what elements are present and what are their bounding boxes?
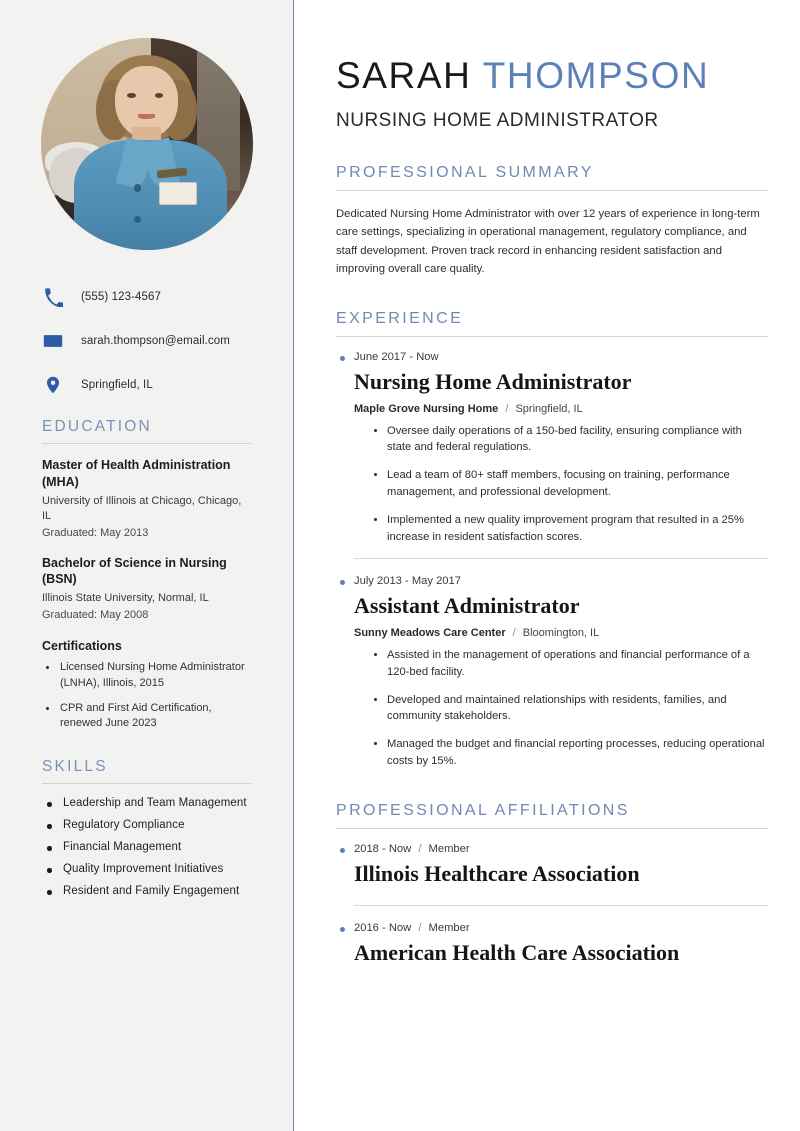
experience-bullet: Assisted in the management of operations and financial performance of a 120-bed facility. (374, 647, 768, 681)
education-section (0, 418, 293, 732)
last-name: THOMPSON (482, 55, 710, 96)
main-column (294, 0, 800, 1131)
photo-button-top (134, 184, 141, 191)
skills-heading: SKILLS (42, 758, 108, 776)
affiliation-entry (336, 922, 768, 966)
avatar (41, 38, 253, 250)
experience-title: Nursing Home Administrator (354, 369, 632, 395)
skills-heading-rule (42, 783, 251, 784)
experience-bullet: Developed and maintained relationships with residents, families, and community stakeholders. (374, 692, 768, 726)
contact-location (42, 374, 293, 396)
experience-org: Maple Grove Nursing Home (354, 402, 499, 415)
skill-item: Quality Improvement Initiatives (42, 863, 251, 875)
education-school: University of Illinois at Chicago, Chicago, IL (42, 494, 242, 523)
contact-list (0, 250, 293, 396)
contact-phone-value: (555) 123-4567 (81, 291, 162, 303)
experience-entry (336, 575, 768, 769)
certifications-list (42, 660, 251, 733)
affiliations-heading-rule (336, 828, 768, 829)
experience-org: Sunny Meadows Care Center (354, 626, 506, 639)
professional-summary-text: Dedicated Nursing Home Administrator with over 12 years of experience in long-term care settings, specializing in operational management, regulatory compliance, and staff development. Proven track record in enhancing resident satisfaction and improving overall care quality. (336, 207, 760, 275)
professional-summary-rule (336, 190, 768, 191)
affiliation-meta (354, 922, 768, 934)
photo-container (0, 0, 293, 250)
skill-item: Resident and Family Engagement (42, 885, 251, 897)
experience-date: July 2013 - May 2017 (354, 575, 768, 587)
experience-date: June 2017 - Now (354, 351, 768, 363)
experience-bullet: Lead a team of 80+ staff members, focusing on training, performance management, and professional development. (374, 467, 768, 501)
affiliation-role: Member (428, 842, 470, 855)
affiliation-date: 2018 - Now (354, 842, 412, 855)
affiliation-name: Illinois Healthcare Association (354, 860, 640, 886)
experience-location: Bloomington, IL (522, 626, 600, 639)
phone-icon (42, 286, 64, 308)
job-title: NURSING HOME ADMINISTRATOR (336, 109, 659, 131)
experience-meta (354, 403, 768, 415)
skill-item: Financial Management (42, 841, 251, 853)
photo-name-badge (159, 182, 197, 205)
experience-separator (354, 558, 768, 559)
experience-entry (336, 351, 768, 545)
experience-location: Springfield, IL (515, 402, 583, 415)
experience-bullet: Managed the budget and financial reporting processes, reducing operational costs by 15%. (374, 736, 768, 770)
sidebar (0, 0, 294, 1131)
contact-location-value: Springfield, IL (81, 379, 153, 391)
contact-email-value: sarah.thompson@email.com (81, 335, 230, 347)
experience-bullet: Implemented a new quality improvement program that resulted in a 25% increase in resident satisfaction scores. (374, 512, 768, 546)
first-name: SARAH (336, 55, 472, 96)
experience-bullet: Oversee daily operations of a 150-bed facility, ensuring compliance with state and federal regulations. (374, 423, 768, 457)
photo-mouth (138, 114, 155, 118)
affiliation-meta (354, 843, 768, 855)
experience-heading: EXPERIENCE (336, 310, 464, 328)
experience-meta-separator: / (512, 626, 516, 639)
affiliation-separator (354, 905, 768, 906)
professional-summary-section (336, 164, 768, 278)
professional-summary-heading: PROFESSIONAL SUMMARY (336, 163, 594, 181)
affiliations-section (336, 802, 768, 966)
experience-title: Assistant Administrator (354, 593, 580, 619)
skills-section (0, 758, 293, 897)
education-item (42, 555, 251, 621)
skill-item: Regulatory Compliance (42, 819, 251, 831)
affiliation-meta-separator: / (418, 921, 422, 934)
experience-section (336, 310, 768, 770)
contact-email (42, 330, 293, 352)
education-school: Illinois State University, Normal, IL (42, 592, 209, 605)
affiliation-date: 2016 - Now (354, 921, 412, 934)
experience-meta-separator: / (505, 402, 509, 415)
location-pin-icon (42, 374, 64, 396)
affiliation-role: Member (428, 921, 470, 934)
page-title (336, 56, 768, 96)
experience-heading-rule (336, 336, 768, 337)
contact-phone (42, 286, 293, 308)
skills-list (42, 797, 251, 897)
experience-bullets (354, 647, 768, 770)
education-heading: EDUCATION (42, 418, 152, 435)
education-degree: Bachelor of Science in Nursing (BSN) (42, 555, 227, 587)
certification-item: CPR and First Aid Certification, renewed June 2023 (42, 701, 251, 733)
affiliations-heading: PROFESSIONAL AFFILIATIONS (336, 801, 630, 819)
experience-bullets (354, 423, 768, 546)
affiliation-name: American Health Care Association (354, 939, 680, 965)
education-item (42, 457, 251, 539)
affiliation-entry (336, 843, 768, 887)
affiliation-meta-separator: / (418, 842, 422, 855)
experience-meta (354, 627, 768, 639)
education-heading-rule (42, 443, 251, 444)
certification-item: Licensed Nursing Home Administrator (LNHA), Illinois, 2015 (42, 660, 251, 692)
education-graduated: Graduated: May 2013 (42, 526, 149, 539)
skill-item: Leadership and Team Management (42, 797, 251, 809)
envelope-icon (42, 330, 64, 352)
education-degree: Master of Health Administration (MHA) (42, 458, 231, 489)
certifications-title: Certifications (42, 638, 122, 653)
education-graduated: Graduated: May 2008 (42, 608, 149, 621)
